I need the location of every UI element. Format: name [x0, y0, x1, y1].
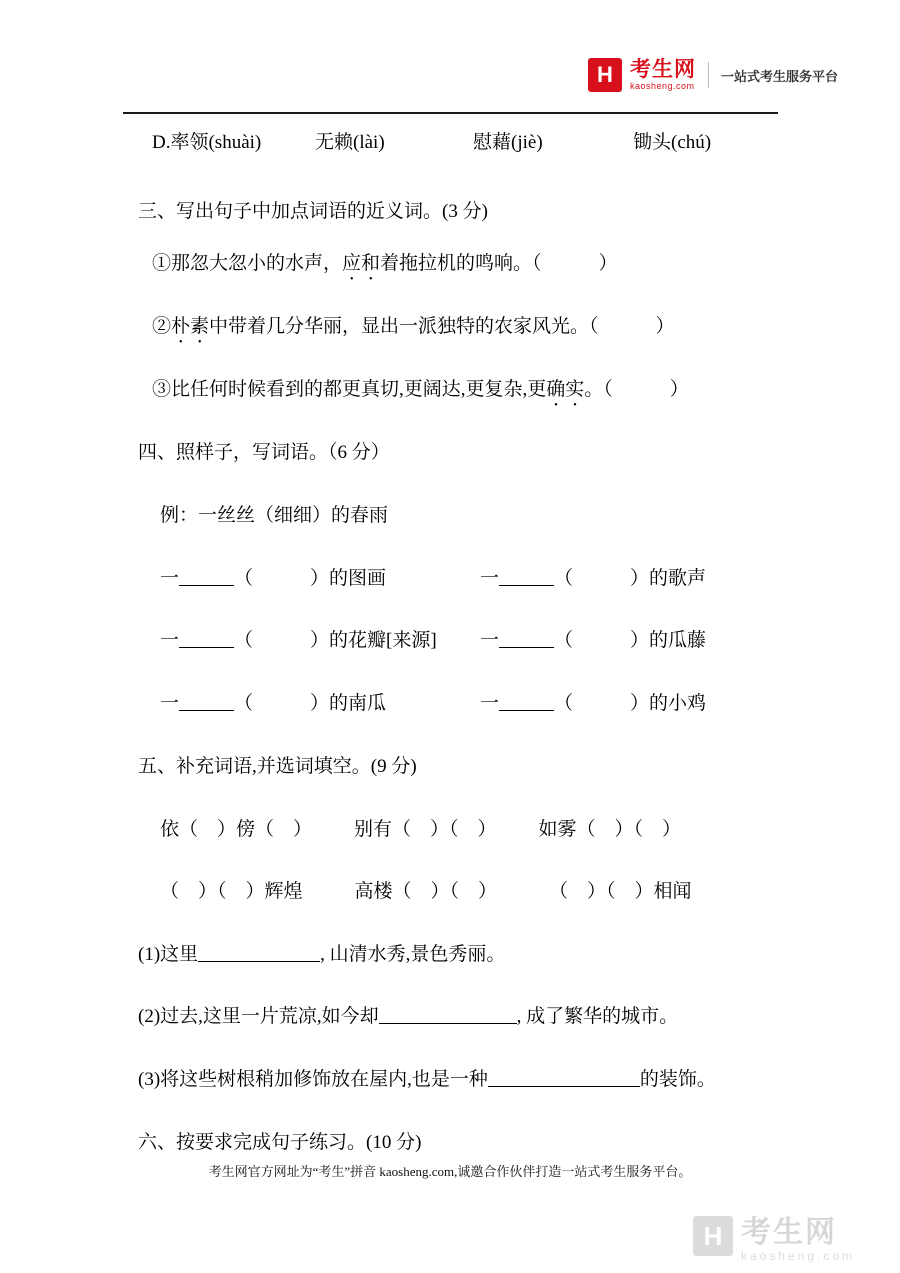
sentence-1-pre: ①那忽大忽小的水声，	[152, 253, 343, 274]
fill-post: , 成了繁华的城市。	[516, 1006, 679, 1027]
watermark-domain: kaosheng.com	[740, 1249, 855, 1263]
sentence-3-emphasized-word: 确实	[546, 379, 585, 400]
option-d-item-2: 无赖(lài)	[315, 132, 385, 153]
write-blank	[179, 642, 234, 648]
brand-name: 考生网	[630, 58, 696, 81]
fill-blank	[379, 1018, 517, 1024]
watermark-logo	[693, 1216, 855, 1263]
sentence-3-post: 。	[584, 379, 604, 400]
section-3-heading: 三、写出句子中加点词语的近义词。(3 分)	[138, 201, 488, 222]
cell-tail: （ ）的图画	[234, 568, 387, 589]
option-d-item-4: 锄头(chú)	[633, 132, 712, 153]
cell-tail: （ ）的小鸡	[554, 693, 707, 714]
cell-lead: 一	[160, 568, 180, 589]
sentence-3-pre: ③比任何时候看到的都更真切,更阔达,更复杂,更	[152, 379, 547, 400]
sentence-2-pre: ②	[152, 316, 172, 337]
write-blank	[179, 580, 234, 586]
section-6-heading: 六、按要求完成句子练习。(10 分)	[138, 1132, 422, 1153]
sentence-2-post: 中带着几分华丽，显出一派独特的农家风光。	[209, 316, 590, 337]
word-group: 高楼（ ）（ ）	[354, 881, 498, 902]
word-completion-row-2	[160, 879, 692, 905]
header-divider	[708, 62, 709, 88]
word-pattern-cell-3	[160, 628, 437, 654]
brand-tagline: 一站式考生服务平台	[721, 68, 839, 84]
fill-blank	[198, 956, 320, 962]
word-group: 依（ ）傍（ ）	[160, 819, 313, 840]
kaosheng-logo-icon	[588, 58, 622, 92]
brand-domain: kaosheng.com	[630, 81, 695, 91]
section-4-heading: 四、照样子，写词语。（6 分）	[138, 442, 390, 463]
cell-lead: 一	[160, 630, 180, 651]
fill-pre: (1)这里	[138, 944, 199, 965]
option-d-item-3: 慰藉(jiè)	[473, 132, 543, 153]
brand-block	[630, 59, 696, 91]
cell-tail: （ ）的南瓜	[234, 693, 387, 714]
footer-note: 考生网官方网址为“考生”拼音 kaosheng.com,诚邀合作伙伴打造一站式考生服务平台。	[208, 1164, 692, 1179]
watermark-logo-icon	[693, 1216, 733, 1256]
option-d-item-1: D.率领(shuài)	[152, 132, 262, 153]
section-4-example: 例：一丝丝（细细）的春雨	[160, 505, 389, 526]
word-pattern-cell-4	[480, 628, 706, 654]
cell-lead: 一	[480, 630, 500, 651]
fill-sentence-1	[138, 942, 505, 968]
fill-blank	[488, 1081, 640, 1087]
cell-tail: （ ）的歌声	[554, 568, 707, 589]
fill-sentence-3	[138, 1067, 716, 1093]
cell-tail: （ ）的瓜藤	[554, 630, 707, 651]
word-group: 别有（ ）（ ）	[354, 819, 497, 840]
fill-pre: (2)过去,这里一片荒凉,如今却	[138, 1006, 379, 1027]
word-pattern-cell-5	[160, 691, 386, 717]
fill-pre: (3)将这些树根稍加修饰放在屋内,也是一种	[138, 1069, 488, 1090]
word-group: 如雾（ ）（ ）	[538, 819, 682, 840]
fill-post: 的装饰。	[639, 1069, 716, 1090]
word-completion-row-1	[160, 817, 681, 843]
word-group: （ ）（ ）辉煌	[160, 881, 303, 902]
fill-sentence-2	[138, 1004, 678, 1030]
sentence-1	[152, 251, 618, 285]
sentence-2-emphasized-word: 朴素	[171, 316, 210, 337]
sentence-1-emphasized-word: 应和	[342, 253, 381, 274]
sentence-3-answer-bracket: （ ）	[603, 379, 689, 400]
watermark-logo-letter: H	[703, 1220, 723, 1251]
fill-post: , 山清水秀,景色秀丽。	[320, 944, 506, 965]
sentence-1-post: 着拖拉机的鸣响。	[380, 253, 533, 274]
cell-tail: （ ）的花瓣[来源]	[234, 630, 437, 651]
sentence-2	[152, 314, 675, 348]
write-blank	[179, 705, 234, 711]
word-pattern-cell-6	[480, 691, 706, 717]
write-blank	[499, 642, 554, 648]
header-rule	[123, 112, 778, 114]
section-5-heading: 五、补充词语,并选词填空。(9 分)	[138, 756, 417, 777]
write-blank	[499, 580, 554, 586]
watermark-text-block	[741, 1216, 855, 1263]
cell-lead: 一	[480, 693, 500, 714]
sentence-1-answer-bracket: （ ）	[532, 253, 618, 274]
word-group: （ ）（ ）相闻	[549, 881, 692, 902]
site-header-logo	[588, 55, 838, 95]
logo-letter: H	[597, 62, 613, 87]
cell-lead: 一	[160, 693, 180, 714]
write-blank	[499, 705, 554, 711]
word-pattern-cell-2	[480, 566, 706, 592]
word-pattern-cell-1	[160, 566, 386, 592]
cell-lead: 一	[480, 568, 500, 589]
sentence-3	[152, 377, 689, 411]
watermark-brand: 考生网	[740, 1216, 837, 1249]
sentence-2-answer-bracket: （ ）	[589, 316, 675, 337]
